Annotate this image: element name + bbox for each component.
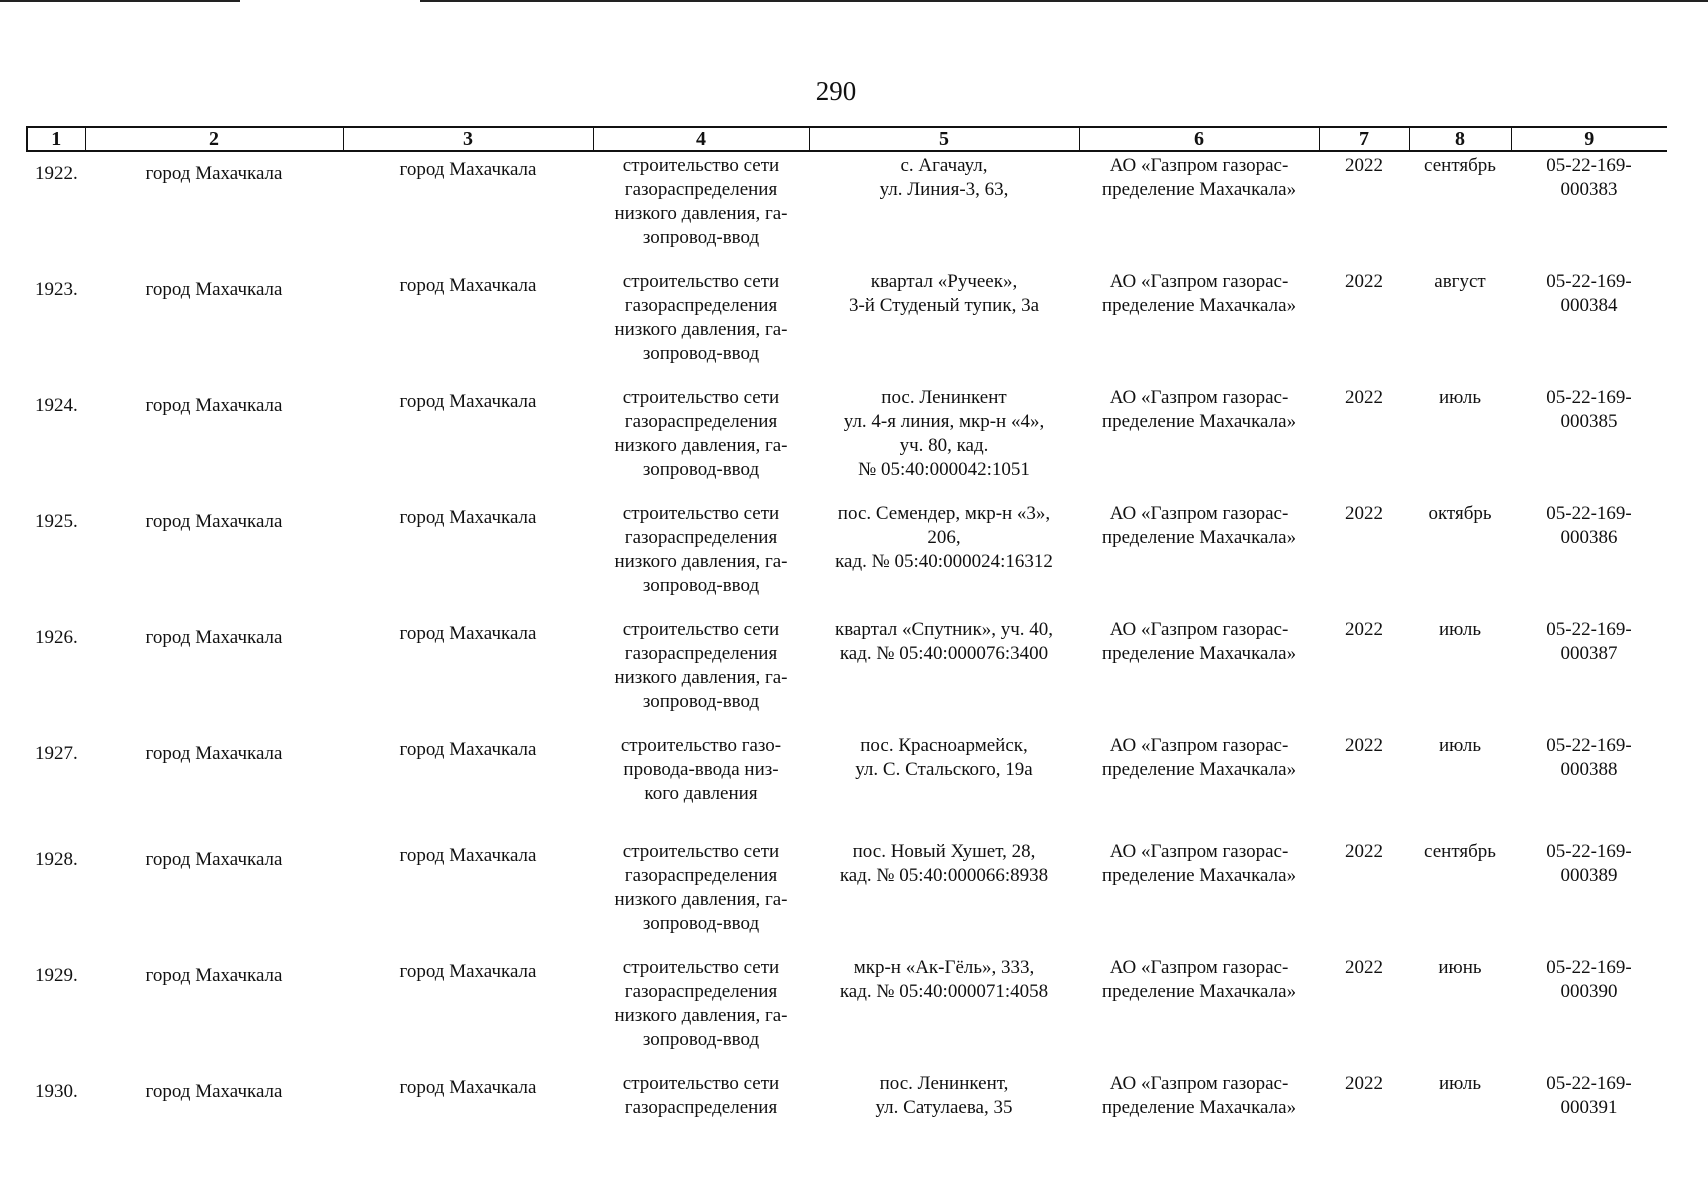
work-type-cell-line: строительство сети bbox=[622, 957, 780, 978]
code-cell-line: 05-22-169- bbox=[1546, 387, 1632, 408]
organization-cell-line: АО «Газпром газорас- bbox=[1109, 387, 1289, 408]
work-type-cell-line: низкого давления, га- bbox=[614, 889, 788, 910]
address-cell bbox=[809, 954, 1079, 1070]
work-type-cell-line: газораспределения bbox=[624, 643, 778, 664]
table-row bbox=[27, 500, 1667, 616]
address-cell-line: квартал «Спутник», уч. 40, bbox=[834, 619, 1054, 640]
table-row bbox=[27, 732, 1667, 838]
work-type-cell-line: низкого давления, га- bbox=[614, 1005, 788, 1026]
code-cell-line: 05-22-169- bbox=[1546, 503, 1632, 524]
municipality-cell: город Махачкала bbox=[145, 511, 283, 532]
address-cell bbox=[809, 500, 1079, 616]
organization-cell-line: АО «Газпром газорас- bbox=[1109, 503, 1289, 524]
work-type-cell-line: зопровод-ввод bbox=[642, 227, 760, 248]
row-number-cell: 1930. bbox=[35, 1081, 78, 1102]
municipality-cell: город Махачкала bbox=[145, 743, 283, 764]
header-col-3: 3 bbox=[343, 127, 593, 151]
work-type-cell-line: газораспределения bbox=[624, 981, 778, 1002]
scan-edge-line-right bbox=[420, 0, 1708, 2]
month-cell: сентябрь bbox=[1424, 155, 1496, 176]
row-number-cell: 1929. bbox=[35, 965, 78, 986]
month-cell: октябрь bbox=[1428, 503, 1492, 524]
code-cell-line: 000389 bbox=[1560, 865, 1618, 886]
work-type-cell-line: низкого давления, га- bbox=[614, 435, 788, 456]
municipality-cell: город Махачкала bbox=[145, 627, 283, 648]
code-cell bbox=[1511, 384, 1667, 500]
year-cell: 2022 bbox=[1345, 155, 1383, 176]
work-type-cell-line: строительство газо- bbox=[620, 735, 782, 756]
organization-cell-line: пределение Махачкала» bbox=[1101, 1097, 1297, 1118]
table-row bbox=[27, 268, 1667, 384]
year-cell: 2022 bbox=[1345, 271, 1383, 292]
row-number-cell: 1924. bbox=[35, 395, 78, 416]
header-col-4: 4 bbox=[593, 127, 809, 151]
organization-cell bbox=[1079, 616, 1319, 732]
address-cell-line: пос. Ленинкент bbox=[881, 387, 1007, 408]
header-col-7: 7 bbox=[1319, 127, 1409, 151]
settlement-cell: город Махачкала bbox=[399, 1077, 537, 1098]
month-cell: июль bbox=[1438, 387, 1482, 408]
work-type-cell-line: зопровод-ввод bbox=[642, 913, 760, 934]
organization-cell-line: пределение Махачкала» bbox=[1101, 759, 1297, 780]
work-type-cell-line: газораспределения bbox=[624, 527, 778, 548]
work-type-cell bbox=[593, 151, 809, 268]
municipality-cell: город Махачкала bbox=[145, 849, 283, 870]
month-cell: август bbox=[1434, 271, 1486, 292]
address-cell-line: пос. Семендер, мкр-н «3», bbox=[837, 503, 1051, 524]
code-cell-line: 000385 bbox=[1560, 411, 1618, 432]
code-cell-line: 000383 bbox=[1560, 179, 1618, 200]
work-type-cell-line: газораспределения bbox=[624, 411, 778, 432]
work-type-cell-line: газораспределения bbox=[624, 179, 778, 200]
organization-cell-line: пределение Махачкала» bbox=[1101, 643, 1297, 664]
municipality-cell: город Махачкала bbox=[145, 965, 283, 986]
work-type-cell-line: зопровод-ввод bbox=[642, 1029, 760, 1050]
code-cell bbox=[1511, 500, 1667, 616]
work-type-cell-line: строительство сети bbox=[622, 387, 780, 408]
settlement-cell: город Махачкала bbox=[399, 159, 537, 180]
organization-cell bbox=[1079, 151, 1319, 268]
code-cell-line: 000386 bbox=[1560, 527, 1618, 548]
work-type-cell-line: строительство сети bbox=[622, 155, 780, 176]
year-cell: 2022 bbox=[1345, 735, 1383, 756]
code-cell-line: 000390 bbox=[1560, 981, 1618, 1002]
address-cell bbox=[809, 838, 1079, 954]
row-number-cell: 1926. bbox=[35, 627, 78, 648]
municipality-cell: город Махачкала bbox=[145, 1081, 283, 1102]
code-cell bbox=[1511, 838, 1667, 954]
address-cell-line: пос. Новый Хушет, 28, bbox=[852, 841, 1036, 862]
settlement-cell: город Махачкала bbox=[399, 391, 537, 412]
work-type-cell bbox=[593, 384, 809, 500]
address-cell-line: ул. Линия-3, 63, bbox=[879, 179, 1009, 200]
organization-cell-line: пределение Махачкала» bbox=[1101, 295, 1297, 316]
organization-cell-line: пределение Махачкала» bbox=[1101, 865, 1297, 886]
address-cell-line: пос. Ленинкент, bbox=[879, 1073, 1009, 1094]
organization-cell bbox=[1079, 1070, 1319, 1186]
month-cell: июль bbox=[1438, 735, 1482, 756]
work-type-cell-line: строительство сети bbox=[622, 1073, 780, 1094]
header-col-1: 1 bbox=[27, 127, 85, 151]
work-type-cell bbox=[593, 732, 809, 838]
month-cell: июль bbox=[1438, 1073, 1482, 1094]
code-cell bbox=[1511, 1070, 1667, 1186]
work-type-cell-line: низкого давления, га- bbox=[614, 203, 788, 224]
work-type-cell-line: провода-ввода низ- bbox=[623, 759, 779, 780]
table-row bbox=[27, 1070, 1667, 1186]
header-col-2: 2 bbox=[85, 127, 343, 151]
code-cell-line: 05-22-169- bbox=[1546, 841, 1632, 862]
address-cell-line: ул. С. Стальского, 19а bbox=[855, 759, 1033, 780]
address-cell bbox=[809, 268, 1079, 384]
header-col-8: 8 bbox=[1409, 127, 1511, 151]
row-number-cell: 1923. bbox=[35, 279, 78, 300]
code-cell bbox=[1511, 732, 1667, 838]
work-type-cell bbox=[593, 616, 809, 732]
work-type-cell-line: строительство сети bbox=[622, 619, 780, 640]
address-cell-line: кад. № 05:40:000071:4058 bbox=[839, 981, 1049, 1002]
work-type-cell bbox=[593, 838, 809, 954]
organization-cell-line: АО «Газпром газорас- bbox=[1109, 1073, 1289, 1094]
code-cell bbox=[1511, 954, 1667, 1070]
code-cell-line: 000384 bbox=[1560, 295, 1618, 316]
year-cell: 2022 bbox=[1345, 503, 1383, 524]
month-cell: сентябрь bbox=[1424, 841, 1496, 862]
settlement-cell: город Махачкала bbox=[399, 845, 537, 866]
organization-cell-line: АО «Газпром газорас- bbox=[1109, 155, 1289, 176]
work-type-cell-line: низкого давления, га- bbox=[614, 319, 788, 340]
work-type-cell-line: зопровод-ввод bbox=[642, 459, 760, 480]
code-cell-line: 05-22-169- bbox=[1546, 271, 1632, 292]
code-cell-line: 05-22-169- bbox=[1546, 1073, 1632, 1094]
organization-cell bbox=[1079, 954, 1319, 1070]
address-cell-line: № 05:40:000042:1051 bbox=[858, 459, 1030, 480]
month-cell: июль bbox=[1438, 619, 1482, 640]
settlement-cell: город Махачкала bbox=[399, 739, 537, 760]
organization-cell-line: пределение Махачкала» bbox=[1101, 179, 1297, 200]
settlement-cell: город Махачкала bbox=[399, 275, 537, 296]
code-cell bbox=[1511, 151, 1667, 268]
work-type-cell-line: кого давления bbox=[644, 783, 758, 804]
address-cell-line: пос. Красноармейск, bbox=[860, 735, 1028, 756]
address-cell bbox=[809, 1070, 1079, 1186]
code-cell-line: 05-22-169- bbox=[1546, 957, 1632, 978]
table-body bbox=[27, 151, 1667, 1186]
address-cell-line: с. Агачаул, bbox=[900, 155, 988, 176]
scan-edge-line-left bbox=[0, 0, 240, 2]
code-cell-line: 05-22-169- bbox=[1546, 735, 1632, 756]
code-cell-line: 05-22-169- bbox=[1546, 155, 1632, 176]
code-cell bbox=[1511, 268, 1667, 384]
code-cell-line: 000388 bbox=[1560, 759, 1618, 780]
table-row bbox=[27, 838, 1667, 954]
work-type-cell-line: низкого давления, га- bbox=[614, 551, 788, 572]
address-cell bbox=[809, 732, 1079, 838]
code-cell-line: 000387 bbox=[1560, 643, 1618, 664]
organization-cell bbox=[1079, 500, 1319, 616]
address-cell bbox=[809, 151, 1079, 268]
work-type-cell bbox=[593, 1070, 809, 1186]
year-cell: 2022 bbox=[1345, 1073, 1383, 1094]
row-number-cell: 1922. bbox=[35, 163, 78, 184]
municipality-cell: город Махачкала bbox=[145, 395, 283, 416]
organization-cell-line: АО «Газпром газорас- bbox=[1109, 619, 1289, 640]
address-cell-line: 206, bbox=[927, 527, 961, 548]
organization-cell-line: АО «Газпром газорас- bbox=[1109, 271, 1289, 292]
organization-cell bbox=[1079, 838, 1319, 954]
organization-cell-line: АО «Газпром газорас- bbox=[1109, 735, 1289, 756]
address-cell-line: кад. № 05:40:000066:8938 bbox=[839, 865, 1049, 886]
header-col-9: 9 bbox=[1511, 127, 1667, 151]
municipality-cell: город Махачкала bbox=[145, 163, 283, 184]
organization-cell bbox=[1079, 268, 1319, 384]
organization-cell-line: пределение Махачкала» bbox=[1101, 527, 1297, 548]
header-col-5: 5 bbox=[809, 127, 1079, 151]
year-cell: 2022 bbox=[1345, 957, 1383, 978]
address-cell-line: кад. № 05:40:000024:16312 bbox=[835, 551, 1053, 572]
table-header-row bbox=[27, 127, 1667, 151]
work-type-cell-line: строительство сети bbox=[622, 271, 780, 292]
settlement-cell: город Махачкала bbox=[399, 507, 537, 528]
work-type-cell-line: строительство сети bbox=[622, 841, 780, 862]
work-type-cell-line: газораспределения bbox=[624, 1097, 778, 1118]
address-cell-line: мкр-н «Ак-Гёль», 333, bbox=[853, 957, 1035, 978]
table-row bbox=[27, 954, 1667, 1070]
year-cell: 2022 bbox=[1345, 387, 1383, 408]
municipality-cell: город Махачкала bbox=[145, 279, 283, 300]
table-row bbox=[27, 151, 1667, 268]
table-row bbox=[27, 616, 1667, 732]
address-cell bbox=[809, 384, 1079, 500]
year-cell: 2022 bbox=[1345, 841, 1383, 862]
header-col-6: 6 bbox=[1079, 127, 1319, 151]
work-type-cell bbox=[593, 500, 809, 616]
code-cell bbox=[1511, 616, 1667, 732]
page-number: 290 bbox=[815, 76, 857, 106]
address-cell-line: 3-й Студеный тупик, 3а bbox=[848, 295, 1040, 316]
organization-cell-line: пределение Махачкала» bbox=[1101, 411, 1297, 432]
organization-cell-line: АО «Газпром газорас- bbox=[1109, 957, 1289, 978]
address-cell-line: квартал «Ручеек», bbox=[870, 271, 1018, 292]
row-number-cell: 1928. bbox=[35, 849, 78, 870]
work-type-cell-line: зопровод-ввод bbox=[642, 343, 760, 364]
organization-cell-line: АО «Газпром газорас- bbox=[1109, 841, 1289, 862]
row-number-cell: 1925. bbox=[35, 511, 78, 532]
address-cell bbox=[809, 616, 1079, 732]
address-cell-line: уч. 80, кад. bbox=[899, 435, 989, 456]
organization-cell-line: пределение Махачкала» bbox=[1101, 981, 1297, 1002]
work-type-cell-line: зопровод-ввод bbox=[642, 691, 760, 712]
address-cell-line: кад. № 05:40:000076:3400 bbox=[839, 643, 1049, 664]
work-type-cell bbox=[593, 954, 809, 1070]
settlement-cell: город Махачкала bbox=[399, 961, 537, 982]
work-type-cell-line: газораспределения bbox=[624, 865, 778, 886]
month-cell: июнь bbox=[1438, 957, 1482, 978]
address-cell-line: ул. Сатулаева, 35 bbox=[875, 1097, 1013, 1118]
work-type-cell-line: низкого давления, га- bbox=[614, 667, 788, 688]
year-cell: 2022 bbox=[1345, 619, 1383, 640]
organization-cell bbox=[1079, 732, 1319, 838]
settlement-cell: город Махачкала bbox=[399, 623, 537, 644]
code-cell-line: 000391 bbox=[1560, 1097, 1618, 1118]
work-type-cell-line: строительство сети bbox=[622, 503, 780, 524]
address-cell-line: ул. 4-я линия, мкр-н «4», bbox=[843, 411, 1045, 432]
row-number-cell: 1927. bbox=[35, 743, 78, 764]
gas-distribution-table bbox=[26, 126, 1666, 1186]
code-cell-line: 05-22-169- bbox=[1546, 619, 1632, 640]
work-type-cell-line: газораспределения bbox=[624, 295, 778, 316]
organization-cell bbox=[1079, 384, 1319, 500]
table-row bbox=[27, 384, 1667, 500]
work-type-cell bbox=[593, 268, 809, 384]
work-type-cell-line: зопровод-ввод bbox=[642, 575, 760, 596]
